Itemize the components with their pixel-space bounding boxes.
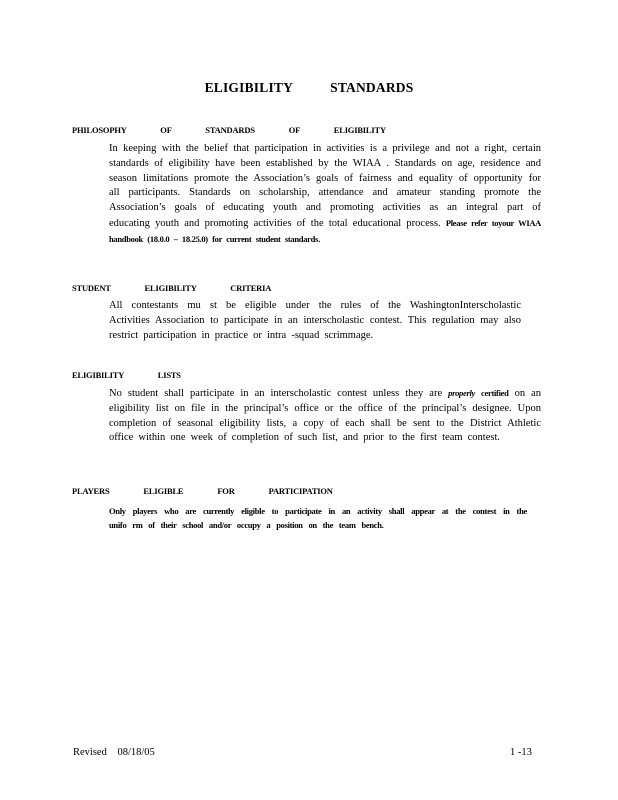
body-italic-text: properly [448, 388, 476, 398]
section-heading: ELIGIBILITY LISTS [72, 370, 181, 380]
section-heading: PLAYERS ELIGIBLE FOR PARTICIPATION [72, 486, 333, 496]
section-body: Only players who are currently eligible to participate in an activity shall appear at the contest in the unifo rm of their school and/or occupy a position on the team bench. [109, 506, 527, 530]
section-heading: STUDENT ELIGIBILITY CRITERIA [72, 283, 272, 293]
section-body [109, 142, 541, 248]
body-small-text: Please refer toyour WIAA handbook (18.0.0 – 18.25.0) for current student standards. [109, 217, 542, 244]
section-heading: PHILOSOPHY OF STANDARDS OF ELIGIBILITY [72, 125, 386, 135]
body-text: No student shall participate in an interscholastic contest unless they are [109, 388, 443, 399]
body-text: In keeping with the belief that participation in activities is a privilege and not a right, certain standards of eligibility have been established by the WIAA . Standards on age, residence and season limitations promote the Association’s goals of fairness and equality of opportunity for all participants. Standards on scholarship, attendance and amateur standing promote the Association’s goals of educating youth and promoting activities as an integral part of educating youth and promoting activities of the total educational process. [109, 143, 541, 229]
body-bold-text: certified [481, 388, 509, 398]
section-body [109, 386, 541, 446]
body-text: on an eligibility list on file in the principal’s office or the office of the principal’s designee. Upon completion of seasonal eligibility lists, a copy of each shall be sent to the District Athletic office within one week of completion of such list, and prior to the first team contest. [109, 388, 542, 444]
page-title: ELIGIBILITY STANDARDS [204, 80, 414, 95]
section-body: All contestants mu st be eligible under the rules of the WashingtonInterscholastic Activities Association to participate in an interscholastic contest. This regulation may also restrict participation in practice or intra -squad scrimmage. [109, 300, 521, 341]
page-number: 1 -13 [510, 747, 532, 758]
revised-date: Revised 08/18/05 [73, 747, 155, 758]
